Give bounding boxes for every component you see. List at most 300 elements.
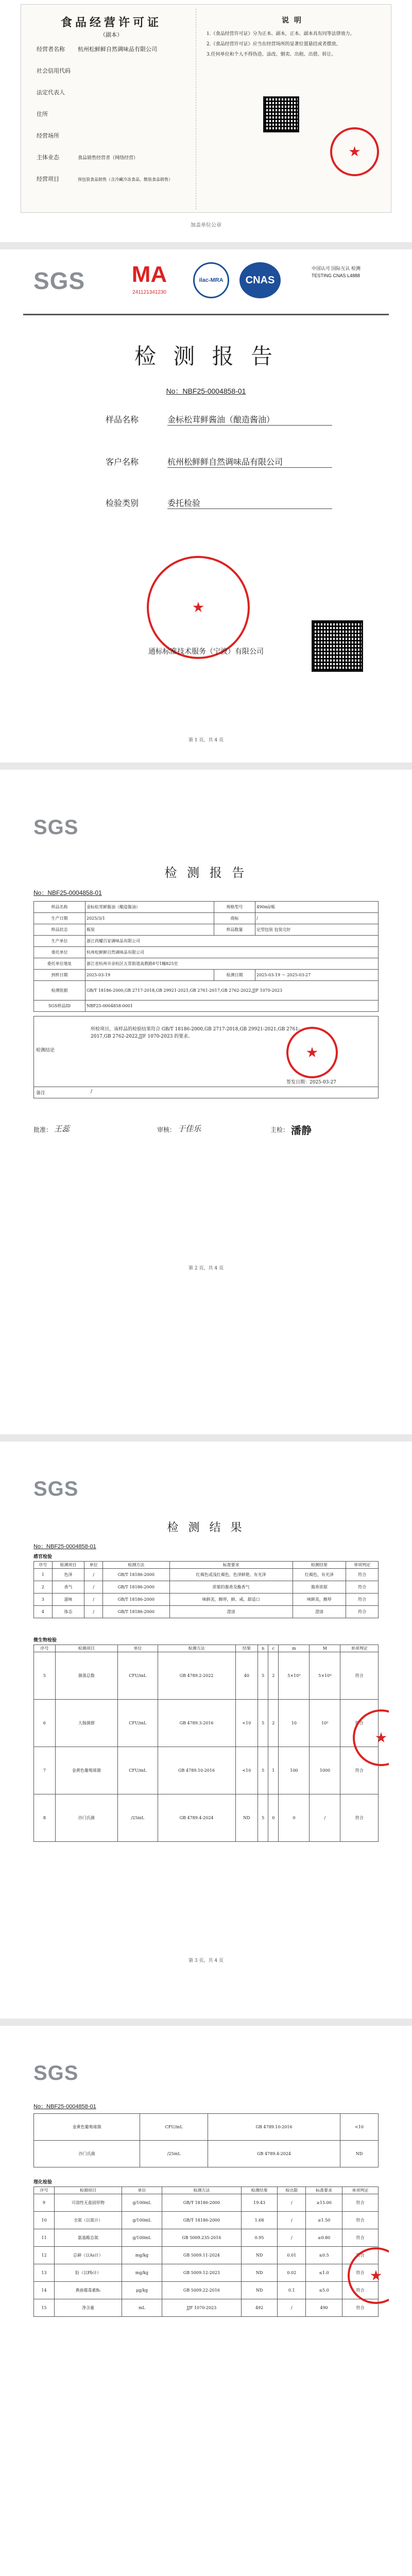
p2-page-number: 第 2 页，共 4 页: [188, 1266, 224, 1271]
license-field: [37, 45, 191, 66]
table-cell: GB 5009.235-2016: [162, 2229, 241, 2247]
sample-info-row: [34, 913, 379, 924]
license-seal: [330, 127, 379, 176]
info-label: 规格型号: [214, 902, 255, 913]
reviewer-signature: 于佳乐: [178, 1124, 201, 1133]
table-cell: ND: [235, 1794, 258, 1842]
p2-conclusion-block: [33, 1016, 379, 1087]
table-cell: 6: [34, 1700, 56, 1747]
table-cell: ≥1.50: [306, 2212, 342, 2229]
column-header: M: [310, 1645, 340, 1652]
table-cell: /25mL: [140, 2141, 208, 2167]
field-value: 杭州松鲜鲜自然调味品有限公司: [78, 46, 157, 53]
table-cell: ≤5.0: [306, 2282, 342, 2299]
table-cell: /: [278, 2212, 306, 2229]
info-value: 2025-03-19 ～ 2025-03-27: [255, 970, 379, 981]
info-value: /: [255, 913, 379, 924]
field-value: 食品销售经营者（网络经营）: [78, 156, 139, 161]
table-cell: 可溶性无盐固形物: [54, 2194, 122, 2212]
cover-row-label: 客户名称: [106, 457, 139, 467]
cover-row: [106, 413, 337, 426]
cover-title: 检 测 报 告: [134, 344, 278, 369]
column-header: 检测结果: [241, 2187, 277, 2194]
table-cell: 符合: [340, 1747, 379, 1794]
sgs-logo: SGS: [33, 2062, 79, 2084]
approver-label: 批准：: [33, 1126, 53, 1133]
info-label: 委托单位地址: [34, 958, 85, 970]
table-cell: GB 5009.11-2024: [162, 2247, 241, 2264]
table-cell: 5: [258, 1700, 268, 1747]
ma-number: 241121341230: [132, 290, 166, 295]
info-label: SGS样品ID: [34, 1001, 85, 1012]
column-header: 单项判定: [342, 2187, 378, 2194]
table-cell: mL: [122, 2299, 162, 2317]
field-value: 预包装食品销售（含冷藏冷冻食品、散装食品销售）: [78, 177, 173, 182]
p3-report-no: No：NBF25-0004858-01: [33, 1544, 96, 1550]
chem-table: [33, 2187, 379, 2317]
info-value: 浙江尚耀百家调味品有限公司: [85, 936, 379, 947]
table-cell: 符合: [342, 2282, 378, 2299]
cover-divider: [23, 314, 389, 315]
field-key: 社会信用代码: [37, 67, 71, 74]
table-cell: GB 4789.10-2016: [158, 1747, 235, 1794]
info-label: 生产单位: [34, 936, 85, 947]
info-value: 瓶装: [85, 924, 214, 936]
table-cell: 3: [34, 1594, 53, 1606]
table-cell: GB/T 18186-2000: [162, 2212, 241, 2229]
table-cell: CFU/mL: [118, 1652, 158, 1700]
license-caption: 加盖单位公章: [191, 223, 221, 228]
cover-row-value: 委托检验: [167, 497, 332, 509]
table-cell: 红褐色或浅红褐色，色泽鲜艳，有光泽: [169, 1569, 293, 1581]
micro-section-title: 微生物检验: [33, 1638, 57, 1643]
column-header: m: [279, 1645, 310, 1652]
table-cell: 符合: [346, 1606, 379, 1618]
table-cell: 0: [268, 1794, 279, 1842]
table-cell: GB 4789.3-2016: [158, 1700, 235, 1747]
column-header: 序号: [34, 1645, 56, 1652]
table-cell: 10: [279, 1700, 310, 1747]
cover-qr-code: [312, 620, 363, 672]
column-header: 单位: [84, 1562, 103, 1569]
table-cell: μg/kg: [122, 2282, 162, 2299]
table-cell: 滋味: [52, 1594, 84, 1606]
table-cell: g/100mL: [122, 2194, 162, 2212]
table-cell: 红褐色，有光泽: [293, 1569, 346, 1581]
table-cell: /: [84, 1594, 103, 1606]
sensory-section-title: 感官检验: [33, 1554, 53, 1560]
table-cell: 澄清: [293, 1606, 346, 1618]
table-cell: /: [278, 2194, 306, 2212]
table-cell: ≤1.0: [306, 2264, 342, 2282]
cover-page-number: 第 1 页，共 4 页: [188, 738, 224, 743]
table-cell: 10: [34, 2212, 55, 2229]
license-field: [37, 153, 191, 175]
table-cell: 5: [258, 1747, 268, 1794]
column-header: 单项判定: [340, 1645, 379, 1652]
table-row: [34, 1594, 379, 1606]
report-page-4: [23, 2026, 389, 2576]
micro-table: [33, 1645, 379, 1842]
table-cell: 1: [268, 1747, 279, 1794]
table-cell: 0.95: [241, 2229, 277, 2247]
table-cell: GB 4789.10-2016: [208, 2114, 340, 2141]
p2-sample-table: [33, 901, 379, 1012]
license-field: [37, 131, 191, 153]
table-cell: 5: [34, 1652, 56, 1700]
table-cell: 5×10³: [279, 1652, 310, 1700]
table-cell: 符合: [346, 1569, 379, 1581]
table-cell: 0.1: [278, 2282, 306, 2299]
table-cell: 氨基酸态氮: [54, 2229, 122, 2247]
field-key: 法定代表人: [37, 89, 65, 96]
table-cell: <10: [235, 1747, 258, 1794]
table-cell: GB/T 18186-2000: [102, 1581, 169, 1594]
table-row: [34, 1652, 379, 1700]
info-value: 490ml/瓶: [255, 902, 379, 913]
ilac-logo: [193, 262, 229, 298]
table-cell: <10: [340, 2114, 378, 2141]
table-cell: ≤0.5: [306, 2247, 342, 2264]
table-cell: mg/kg: [122, 2264, 162, 2282]
table-cell: 符合: [342, 2194, 378, 2212]
column-header: 检测结果: [293, 1562, 346, 1569]
info-label: 检测依据: [34, 981, 85, 1001]
sample-info-row: [34, 970, 379, 981]
table-cell: GB/T 18186-2000: [102, 1606, 169, 1618]
table-cell: 符合: [342, 2229, 378, 2247]
table-cell: 1: [34, 1569, 53, 1581]
table-cell: 符合: [342, 2264, 378, 2282]
table-cell: /: [84, 1581, 103, 1594]
table-cell: GB/T 18186-2000: [102, 1569, 169, 1581]
table-cell: 5×10⁴: [310, 1652, 340, 1700]
info-value: 2025-03-19: [85, 970, 214, 981]
sample-info-row: [34, 1001, 379, 1012]
info-label: 样品状态: [34, 924, 85, 936]
field-key: 经营项目: [37, 176, 59, 182]
table-cell: 2: [268, 1652, 279, 1700]
column-header: 结果: [235, 1645, 258, 1652]
table-cell: 味鲜美，醇厚: [293, 1594, 346, 1606]
table-cell: 符合: [346, 1594, 379, 1606]
p2-report-no: No：NBF25-0004858-01: [33, 889, 102, 896]
table-cell: /25mL: [118, 1794, 158, 1842]
table-cell: 色泽: [52, 1569, 84, 1581]
cnas-text: CNAS: [245, 275, 275, 286]
info-label: 生产日期: [34, 913, 85, 924]
table-row: [34, 2264, 379, 2282]
table-cell: 5: [258, 1794, 268, 1842]
table-cell: 4: [34, 1606, 53, 1618]
table-cell: 大肠菌群: [55, 1700, 117, 1747]
info-value: NBF25-0004858-0001: [85, 1001, 379, 1012]
column-header: 单项判定: [346, 1562, 379, 1569]
table-cell: g/100mL: [122, 2212, 162, 2229]
info-label: 检测日期: [214, 970, 255, 981]
table-cell: CFU/mL: [118, 1700, 158, 1747]
license-left-panel: [26, 9, 196, 210]
remark-value: /: [91, 1089, 93, 1094]
table-cell: 10²: [310, 1700, 340, 1747]
table-cell: /: [278, 2229, 306, 2247]
ma-mark: MA: [131, 262, 167, 287]
license-fields: [37, 45, 191, 196]
sample-info-row: [34, 902, 379, 913]
license-qr-code: [263, 96, 299, 132]
ilac-text: ilac-MRA: [199, 277, 224, 283]
notes-item: 3.任何单位和个人不得伪造、涂改、倒卖、出租、出借、转让。: [207, 52, 336, 57]
info-label: 到样日期: [34, 970, 85, 981]
table-cell: 符合: [342, 2299, 378, 2317]
license-subtitle: （副本）: [100, 31, 123, 38]
table-cell: 符合: [340, 1652, 379, 1700]
table-row: [34, 2212, 379, 2229]
table-cell: 5: [258, 1652, 268, 1700]
table-row: [34, 1606, 379, 1618]
cover-company: 通标标准技术服务（宁波）有限公司: [148, 648, 264, 656]
conclusion-text: 所检项目，该样品的检验结果符合 GB/T 18186-2000,GB 2717-2018,GB 29921-2021,GB 2761-2017,GB 2762-2022,JJF 1070-2023 的要求。: [91, 1027, 300, 1039]
table-cell: 2: [34, 1581, 53, 1594]
column-header: 检测项目: [54, 2187, 122, 2194]
info-value: 2025/3/1: [85, 913, 214, 924]
table-cell: 符合: [340, 1794, 379, 1842]
table-cell: GB 4789.4-2024: [158, 1794, 235, 1842]
table-cell: 金黄色葡萄球菌: [34, 2114, 140, 2141]
table-cell: CFU/mL: [118, 1747, 158, 1794]
table-cell: 味鲜美，醇厚，鲜、咸、甜适口: [169, 1594, 293, 1606]
ma-logo: [121, 260, 178, 301]
table-cell: ≥0.80: [306, 2229, 342, 2247]
table-cell: GB/T 18186-2000: [162, 2194, 241, 2212]
cover-row-value: 杭州松鲜鲜自然调味品有限公司: [167, 455, 332, 468]
table-row: [34, 1569, 379, 1581]
table-cell: 19.43: [241, 2194, 277, 2212]
table-cell: 100: [279, 1747, 310, 1794]
table-cell: 11: [34, 2229, 55, 2247]
table-cell: /: [310, 1794, 340, 1842]
report-page-2: [23, 770, 389, 1434]
table-cell: /: [278, 2299, 306, 2317]
p2-title: 检 测 报 告: [164, 866, 248, 880]
table-cell: 40: [235, 1652, 258, 1700]
table-cell: 符合: [340, 1700, 379, 1747]
table-row: [34, 2282, 379, 2299]
column-header: 检测项目: [55, 1645, 117, 1652]
table-cell: 符合: [342, 2212, 378, 2229]
cover-logo-bar: [23, 260, 389, 306]
table-cell: 黄曲霉毒素B₁: [54, 2282, 122, 2299]
table-cell: 13: [34, 2264, 55, 2282]
column-header: 标准要求: [169, 1562, 293, 1569]
cnas-accreditation-text: 中国认可 国际互认 检测 TESTING CNAS L4888: [312, 266, 361, 278]
table-row: [34, 2194, 379, 2212]
issue-date: 签发日期：2025-03-27: [286, 1080, 336, 1085]
tester-signature: 潘静: [291, 1124, 312, 1137]
cover-row: [106, 455, 337, 468]
cnas-logo: [239, 262, 281, 298]
table-cell: 总砷（以As计）: [54, 2247, 122, 2264]
table-cell: GB 4789.4-2024: [208, 2141, 340, 2167]
column-header: 序号: [34, 1562, 53, 1569]
license-field: [37, 88, 191, 110]
report-page-3: [23, 1442, 389, 2019]
p3-title: 检 测 结 果: [167, 1521, 245, 1534]
sensory-table: [33, 1561, 379, 1618]
column-header: 检测方法: [158, 1645, 235, 1652]
info-value: 金标松茸鲜酱油（酿造酱油）: [85, 902, 214, 913]
field-key: 经营者名称: [37, 46, 65, 53]
tester-label: 主检：: [270, 1126, 289, 1133]
table-cell: 7: [34, 1747, 56, 1794]
table-cell: 1000: [310, 1747, 340, 1794]
table-cell: 0.02: [278, 2264, 306, 2282]
table-cell: g/100mL: [122, 2229, 162, 2247]
field-key: 经营场所: [37, 132, 59, 139]
table-row: [34, 2229, 379, 2247]
table-cell: 符合: [342, 2247, 378, 2264]
license-title: 食品经营许可证: [60, 16, 162, 29]
column-header: 单位: [118, 1645, 158, 1652]
sgs-logo: SGS: [33, 816, 79, 839]
table-cell: ND: [241, 2282, 277, 2299]
sample-info-row: [34, 936, 379, 947]
info-value: GB/T 18186-2000,GB 2717-2018,GB 29921-2021,GB 2761-2017,GB 2762-2022,JJF 1070-2023: [85, 981, 379, 1001]
column-header: 检测方法: [162, 2187, 241, 2194]
table-cell: 体态: [52, 1606, 84, 1618]
column-header: 单位: [122, 2187, 162, 2194]
conclusion-label: 检测结论: [36, 1048, 55, 1053]
sample-info-row: [34, 924, 379, 936]
cover-report-no: No：NBF25-0004858-01: [166, 387, 246, 395]
p2-remark-row: [33, 1087, 379, 1098]
table-cell: 净含量: [54, 2299, 122, 2317]
notes-item: 1.《食品经营许可证》分为正本、副本，正本、副本具有同等法律效力。: [207, 31, 355, 37]
table-cell: JJF 1070-2023: [162, 2299, 241, 2317]
field-key: 主体业态: [37, 154, 59, 161]
table-cell: 酱香浓郁: [293, 1581, 346, 1594]
table-row: [34, 1794, 379, 1842]
table-cell: ≥15.00: [306, 2194, 342, 2212]
license-right-panel: [201, 9, 387, 210]
reviewer-label: 审核：: [157, 1126, 176, 1133]
info-label: 商标: [214, 913, 255, 924]
license-field: [37, 110, 191, 131]
chem-section-title: 理化检验: [33, 2180, 53, 2185]
table-cell: 澄清: [169, 1606, 293, 1618]
table-cell: 金黄色葡萄球菌: [55, 1747, 117, 1794]
column-header: 标准要求: [306, 2187, 342, 2194]
table-cell: 铅（以Pb计）: [54, 2264, 122, 2282]
table-row: [34, 2114, 379, 2141]
table-cell: 9: [34, 2194, 55, 2212]
license-section: [0, 0, 412, 242]
column-header: n: [258, 1645, 268, 1652]
p2-test-seal: [286, 1027, 338, 1078]
table-cell: 全氮（以氮计）: [54, 2212, 122, 2229]
table-cell: ND: [241, 2247, 277, 2264]
column-header: 检测项目: [52, 1562, 84, 1569]
page-gap: [0, 762, 412, 770]
field-key: 住所: [37, 111, 48, 117]
table-cell: 14: [34, 2282, 55, 2299]
micro-continued-table: [33, 2113, 379, 2167]
approver-signature: 王蕊: [54, 1124, 70, 1133]
table-cell: 492: [241, 2299, 277, 2317]
table-row: [34, 2141, 379, 2167]
cover-row: [106, 497, 337, 509]
info-value: 浙江省杭州市余杭区五常街道高教路8号1幢825室: [85, 958, 379, 970]
notes-item: 2.《食品经营许可证》应当在经营场所的显著位置悬挂或者摆放。: [207, 42, 341, 47]
license-sheet: [21, 4, 391, 213]
page-gap: [0, 1434, 412, 1442]
column-header: c: [268, 1645, 279, 1652]
table-cell: <10: [235, 1700, 258, 1747]
table-cell: 浓郁的酱香及酯香气: [169, 1581, 293, 1594]
cover-row-value: 金标松茸鲜酱油（酿造酱油）: [167, 413, 332, 426]
table-row: [34, 1581, 379, 1594]
table-cell: ND: [241, 2264, 277, 2282]
table-row: [34, 2247, 379, 2264]
table-cell: 符合: [346, 1581, 379, 1594]
remark-label: 备注: [36, 1091, 46, 1096]
license-field: [37, 175, 191, 196]
table-cell: 沙门氏菌: [55, 1794, 117, 1842]
table-cell: 1.68: [241, 2212, 277, 2229]
table-cell: GB/T 18186-2000: [102, 1594, 169, 1606]
info-label: 委托单位: [34, 947, 85, 958]
sample-info-row: [34, 981, 379, 1001]
table-row: [34, 1700, 379, 1747]
p2-signatures: [33, 1120, 379, 1141]
p3-page-number: 第 3 页，共 4 页: [188, 1958, 224, 1963]
info-value: 杭州松鲜鲜自然调味品有限公司: [85, 947, 379, 958]
table-row: [34, 1747, 379, 1794]
table-cell: 15: [34, 2299, 55, 2317]
table-cell: GB 5009.12-2023: [162, 2264, 241, 2282]
column-header: 序号: [34, 2187, 55, 2194]
column-header: 检测方法: [102, 1562, 169, 1569]
page-gap: [0, 242, 412, 249]
page-gap: [0, 2019, 412, 2026]
sample-info-row: [34, 947, 379, 958]
license-field: [37, 66, 191, 88]
table-cell: 12: [34, 2247, 55, 2264]
sample-info-row: [34, 958, 379, 970]
table-cell: /: [84, 1569, 103, 1581]
cover-row-label: 检验类别: [106, 498, 139, 508]
info-label: 样品数量: [214, 924, 255, 936]
table-cell: 490: [306, 2299, 342, 2317]
notes-title: 说明: [282, 16, 306, 25]
table-cell: GB 4789.2-2022: [158, 1652, 235, 1700]
info-value: 定型包装 包装完好: [255, 924, 379, 936]
table-cell: 菌落总数: [55, 1652, 117, 1700]
table-cell: ND: [340, 2141, 378, 2167]
table-cell: 0.01: [278, 2247, 306, 2264]
table-cell: GB 5009.22-2016: [162, 2282, 241, 2299]
sgs-logo: SGS: [33, 267, 85, 294]
cover-row-label: 样品名称: [106, 415, 139, 425]
table-row: [34, 2299, 379, 2317]
table-cell: 沙门氏菌: [34, 2141, 140, 2167]
info-label: 样品名称: [34, 902, 85, 913]
sgs-logo: SGS: [33, 1478, 79, 1500]
table-cell: /: [84, 1606, 103, 1618]
table-cell: mg/kg: [122, 2247, 162, 2264]
p4-report-no: No：NBF25-0004858-01: [33, 2104, 96, 2110]
table-cell: 2: [268, 1700, 279, 1747]
